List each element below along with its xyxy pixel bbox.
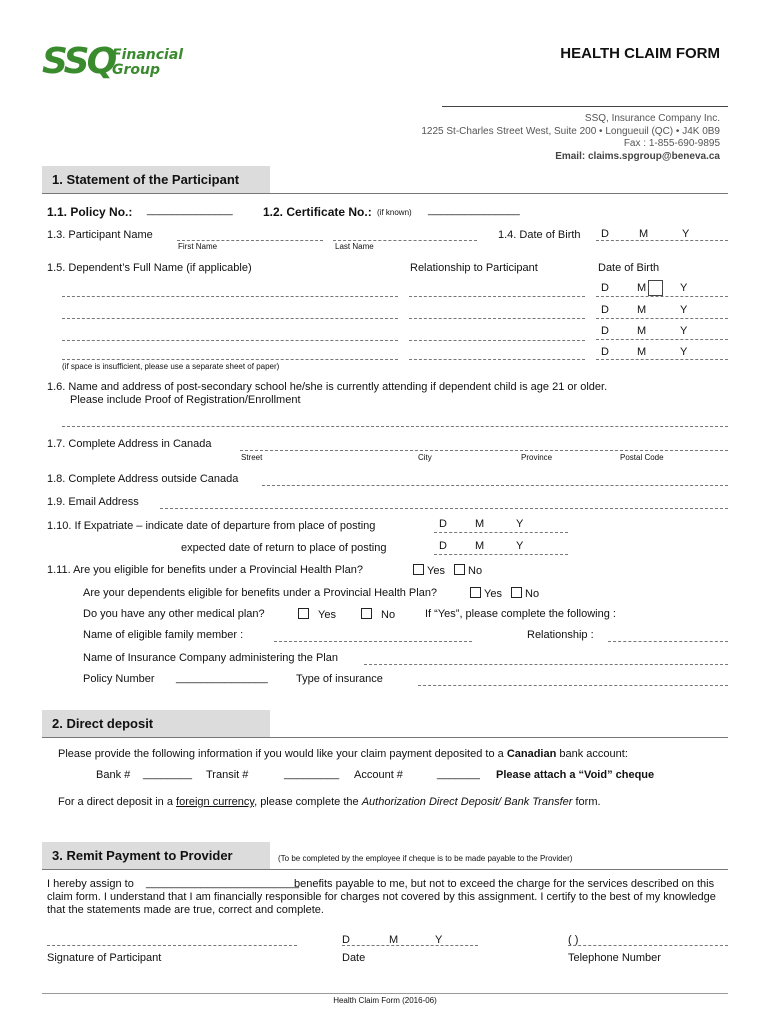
dob-d: D <box>601 228 609 240</box>
address-outside-input[interactable] <box>262 485 728 486</box>
street-caption: Street <box>241 453 263 462</box>
certificate-input[interactable]: _______________ <box>428 204 520 216</box>
foreign-currency-term: foreign currency <box>176 796 255 808</box>
assignment-line-3: that the statements made are true, correct and complete. <box>47 904 324 916</box>
logo-subtitle <box>112 48 183 78</box>
dependents-plan-question: Are your dependents eligible for benefits under a Provincial Health Plan? <box>83 587 438 599</box>
dep3-d: D <box>601 325 609 337</box>
departure-d: D <box>439 518 447 530</box>
void-cheque-note: Please attach a “Void” cheque <box>496 769 655 781</box>
dep3-m: M <box>637 325 647 337</box>
return-y: Y <box>516 540 524 552</box>
transit-label: Transit # <box>206 769 249 781</box>
sign-m: M <box>389 934 399 946</box>
dependent-dob-input-3[interactable] <box>596 339 728 340</box>
return-m: M <box>475 540 485 552</box>
school-input[interactable] <box>62 426 728 427</box>
signature-label: Signature of Participant <box>47 952 162 964</box>
dependent-name-input-1[interactable] <box>62 296 398 297</box>
postal-caption: Postal Code <box>620 453 664 462</box>
provincial-yes-option[interactable] <box>413 564 445 577</box>
type-insurance-label: Type of insurance <box>296 673 383 685</box>
sign-d: D <box>342 934 350 946</box>
dob-y: Y <box>682 228 690 240</box>
sign-y: Y <box>435 934 443 946</box>
other-plan-question: Do you have any other medical plan? <box>83 608 265 620</box>
company-fax: Fax : 1-855-690-9895 <box>623 138 720 149</box>
dep1-d: D <box>601 282 609 294</box>
section-1-rule <box>42 193 728 194</box>
dob-m: M <box>639 228 649 240</box>
intro-text-2: bank account: <box>556 748 628 760</box>
dob-label: 1.4. Date of Birth <box>498 229 581 241</box>
relationship-input-2[interactable] <box>409 318 585 319</box>
policy-number-label: Policy Number <box>83 673 155 685</box>
intro-text-1: Please provide the following information if you would like your claim payment deposited to a <box>58 748 507 760</box>
foreign-text-1: For a direct deposit in a <box>58 796 177 808</box>
logo-financial: Financial <box>112 47 184 63</box>
dep2-d: D <box>601 304 609 316</box>
form-title: HEALTH CLAIM FORM <box>560 45 720 62</box>
company-address: 1225 St-Charles Street West, Suite 200 • Longueuil (QC) • J4K 0B9 <box>421 125 720 137</box>
footer-text: Health Claim Form (2016-06) <box>333 996 437 1005</box>
family-member-label: Name of eligible family member : <box>83 629 244 641</box>
relationship-label: Relationship : <box>527 629 594 641</box>
dependent-name-input-2[interactable] <box>62 318 398 319</box>
other-plan-no-checkbox[interactable] <box>361 608 372 619</box>
type-insurance-input[interactable] <box>418 685 728 686</box>
family-member-input[interactable] <box>274 641 472 642</box>
policy-input[interactable]: ______________ <box>147 204 233 216</box>
school-proof-note: Please include Proof of Registration/Enrollment <box>70 394 301 406</box>
transit-input[interactable]: _________ <box>284 768 340 780</box>
other-plan-yes-checkbox[interactable] <box>298 608 309 619</box>
dependents-no-checkbox[interactable] <box>511 587 522 598</box>
section-3-rule <box>42 869 728 870</box>
section-2-title: 2. Direct deposit <box>42 710 270 738</box>
if-known-note: (if known) <box>377 208 412 217</box>
participant-name-label: 1.3. Participant Name <box>47 229 153 241</box>
assign-label: I hereby assign to <box>47 878 134 890</box>
if-yes-note: If “Yes”, please complete the following : <box>425 608 616 620</box>
intro-canadian: Canadian <box>506 748 557 760</box>
departure-y: Y <box>516 518 524 530</box>
logo-group: Group <box>112 62 161 78</box>
telephone-input[interactable] <box>568 945 728 946</box>
phone-area-code: ( ) <box>568 934 579 946</box>
dependents-yes-checkbox[interactable] <box>470 587 481 598</box>
provincial-yes-label: Yes <box>427 565 445 577</box>
city-caption: City <box>418 453 432 462</box>
insurance-company-label: Name of Insurance Company administering the Plan <box>83 652 338 664</box>
dep1-focus-box <box>648 280 663 296</box>
assignment-line-2: claim form. I understand that I am financially responsible for charges not covered by this assignment. I certify to the best of my knowledge <box>47 891 716 903</box>
footer-rule <box>42 993 728 994</box>
dependents-no-option[interactable] <box>511 587 539 600</box>
address-canada-label: 1.7. Complete Address in Canada <box>47 438 212 450</box>
departure-m: M <box>475 518 485 530</box>
sign-date-input[interactable] <box>342 945 478 946</box>
foreign-text-3: form. <box>572 796 601 808</box>
expatriate-label: 1.10. If Expatriate – indicate date of departure from place of posting <box>47 520 376 532</box>
return-d: D <box>439 540 447 552</box>
header-rule <box>442 106 728 107</box>
company-name: SSQ, Insurance Company Inc. <box>584 113 720 124</box>
policy-label: 1.1. Policy No.: <box>47 205 133 219</box>
account-input[interactable]: _______ <box>437 768 480 780</box>
return-date-input[interactable] <box>434 554 568 555</box>
provincial-no-label: No <box>468 565 483 577</box>
account-label: Account # <box>354 769 403 781</box>
other-plan-yes-label: Yes <box>318 609 336 621</box>
relationship-header: Relationship to Participant <box>410 262 538 274</box>
last-name-input[interactable] <box>333 240 477 241</box>
last-name-caption: Last Name <box>335 242 374 251</box>
section-2-rule <box>42 737 728 738</box>
bank-label: Bank # <box>96 769 131 781</box>
dependents-no-label: No <box>525 588 540 600</box>
space-note: (if space is insufficient, please use a separate sheet of paper) <box>62 362 280 371</box>
provincial-no-option[interactable] <box>454 564 482 577</box>
other-plan-yes-option[interactable] <box>298 608 336 621</box>
assign-provider-input[interactable]: _________________________ <box>146 877 299 889</box>
signature-input[interactable] <box>47 945 297 946</box>
school-question: 1.6. Name and address of post-secondary school he/she is currently attending if dependent child is age 21 or older. <box>47 381 608 393</box>
section-3-note: (To be completed by the employee if cheque is to be made payable to the Provider) <box>278 854 573 863</box>
provincial-no-checkbox[interactable] <box>454 564 465 575</box>
relationship-input[interactable] <box>608 641 728 642</box>
first-name-caption: First Name <box>178 242 218 251</box>
departure-date-input[interactable] <box>434 532 568 533</box>
company-info <box>421 113 720 163</box>
dep1-m: M <box>637 282 647 294</box>
dob-input[interactable] <box>596 240 728 241</box>
dependent-dob-input-2[interactable] <box>596 318 728 319</box>
dep3-y: Y <box>680 325 688 337</box>
dep4-y: Y <box>680 346 688 358</box>
foreign-currency-note <box>58 796 601 808</box>
email-label: 1.9. Email Address <box>47 496 139 508</box>
dependent-dob-input-1[interactable] <box>596 296 728 297</box>
return-date-label: expected date of return to place of posting <box>181 542 387 554</box>
relationship-input-3[interactable] <box>409 340 585 341</box>
dependent-dob-input-4[interactable] <box>596 359 728 360</box>
dep2-y: Y <box>680 304 688 316</box>
other-plan-no-option[interactable] <box>361 608 395 621</box>
dependents-yes-label: Yes <box>484 588 502 600</box>
dep1-y: Y <box>680 282 688 294</box>
dep4-d: D <box>601 346 609 358</box>
dependent-name-input-3[interactable] <box>62 340 398 341</box>
dep4-m: M <box>637 346 647 358</box>
address-outside-label: 1.8. Complete Address outside Canada <box>47 473 239 485</box>
foreign-text-2: , please complete the <box>254 796 362 808</box>
direct-deposit-intro <box>58 748 628 760</box>
assign-text: benefits payable to me, but not to exceed the charge for the services described on this <box>294 878 715 890</box>
address-canada-input[interactable] <box>240 450 728 451</box>
telephone-label: Telephone Number <box>568 952 661 964</box>
dependent-name-input-4[interactable] <box>62 359 398 360</box>
province-caption: Province <box>521 453 553 462</box>
dependent-name-label: 1.5. Dependent’s Full Name (if applicable) <box>47 262 252 274</box>
dep2-m: M <box>637 304 647 316</box>
email-input[interactable] <box>160 508 728 509</box>
relationship-input-1[interactable] <box>409 296 585 297</box>
section-3-title: 3. Remit Payment to Provider <box>42 842 270 870</box>
bank-input[interactable]: ________ <box>143 768 192 780</box>
company-email: Email: claims.spgroup@beneva.ca <box>555 150 720 162</box>
policy-number-input[interactable]: _______________ <box>176 672 268 684</box>
insurance-company-input[interactable] <box>364 664 728 665</box>
other-plan-no-label: No <box>381 609 396 621</box>
certificate-label: 1.2. Certificate No.: <box>263 205 372 219</box>
date-label: Date <box>342 952 366 964</box>
relationship-input-4[interactable] <box>409 359 585 360</box>
dependents-yes-option[interactable] <box>470 587 502 600</box>
provincial-yes-checkbox[interactable] <box>413 564 424 575</box>
authorization-form-name: Authorization Direct Deposit/ Bank Transfer <box>361 796 573 808</box>
dependent-dob-header: Date of Birth <box>598 262 660 274</box>
section-1-title: 1. Statement of the Participant <box>42 166 270 194</box>
first-name-input[interactable] <box>177 240 323 241</box>
ssq-logo: SSQ <box>42 41 115 82</box>
provincial-plan-question: 1.11. Are you eligible for benefits under a Provincial Health Plan? <box>47 564 363 576</box>
